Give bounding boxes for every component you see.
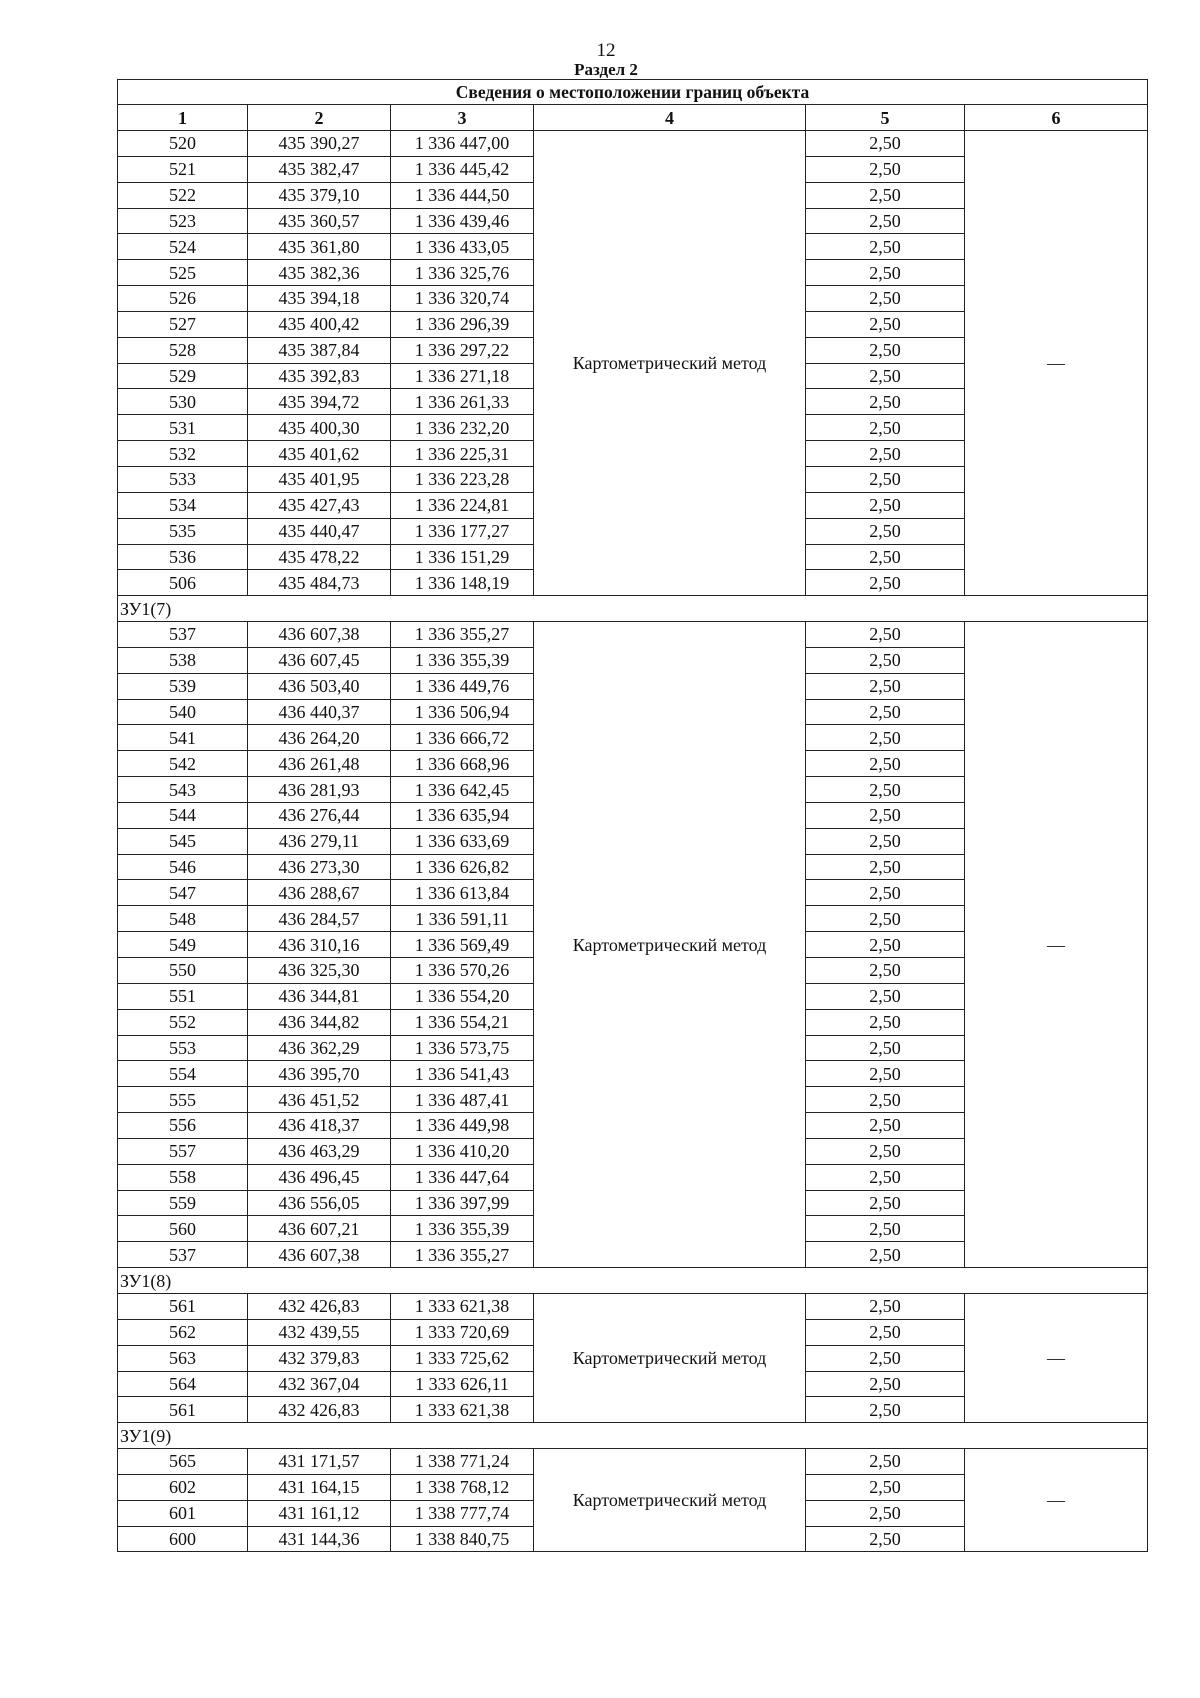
table-row bbox=[118, 131, 1148, 157]
x-coordinate-cell: 436 281,93 bbox=[248, 777, 391, 803]
x-coordinate-cell: 436 496,45 bbox=[248, 1164, 391, 1190]
accuracy-cell: 2,50 bbox=[806, 286, 965, 312]
x-coordinate-cell: 436 440,37 bbox=[248, 699, 391, 725]
accuracy-cell: 2,50 bbox=[806, 1216, 965, 1242]
y-coordinate-cell: 1 333 626,11 bbox=[391, 1371, 534, 1397]
point-number-cell: 522 bbox=[118, 182, 248, 208]
x-coordinate-cell: 435 440,47 bbox=[248, 518, 391, 544]
land-plot-label: ЗУ1(7) bbox=[118, 596, 1148, 622]
point-number-cell: 541 bbox=[118, 725, 248, 751]
y-coordinate-cell: 1 336 447,64 bbox=[391, 1164, 534, 1190]
accuracy-cell: 2,50 bbox=[806, 1164, 965, 1190]
accuracy-cell: 2,50 bbox=[806, 828, 965, 854]
accuracy-cell: 2,50 bbox=[806, 647, 965, 673]
point-number-cell: 554 bbox=[118, 1061, 248, 1087]
point-number-cell: 537 bbox=[118, 622, 248, 648]
x-coordinate-cell: 431 144,36 bbox=[248, 1526, 391, 1552]
point-number-cell: 555 bbox=[118, 1087, 248, 1113]
accuracy-cell: 2,50 bbox=[806, 751, 965, 777]
x-coordinate-cell: 432 367,04 bbox=[248, 1371, 391, 1397]
x-coordinate-cell: 436 276,44 bbox=[248, 802, 391, 828]
x-coordinate-cell: 435 484,73 bbox=[248, 570, 391, 596]
point-number-cell: 521 bbox=[118, 156, 248, 182]
y-coordinate-cell: 1 336 541,43 bbox=[391, 1061, 534, 1087]
column-header-1: 1 bbox=[118, 105, 248, 131]
point-number-cell: 563 bbox=[118, 1345, 248, 1371]
method-cell: Картометрический метод bbox=[534, 131, 806, 596]
accuracy-cell: 2,50 bbox=[806, 958, 965, 984]
x-coordinate-cell: 436 503,40 bbox=[248, 673, 391, 699]
accuracy-cell: 2,50 bbox=[806, 441, 965, 467]
group-label-row bbox=[118, 1268, 1148, 1294]
accuracy-cell: 2,50 bbox=[806, 260, 965, 286]
y-coordinate-cell: 1 336 177,27 bbox=[391, 518, 534, 544]
accuracy-cell: 2,50 bbox=[806, 337, 965, 363]
x-coordinate-cell: 435 401,62 bbox=[248, 441, 391, 467]
point-number-cell: 558 bbox=[118, 1164, 248, 1190]
y-coordinate-cell: 1 336 355,27 bbox=[391, 622, 534, 648]
column-header-6: 6 bbox=[965, 105, 1148, 131]
y-coordinate-cell: 1 336 225,31 bbox=[391, 441, 534, 467]
point-number-cell: 529 bbox=[118, 363, 248, 389]
y-coordinate-cell: 1 336 271,18 bbox=[391, 363, 534, 389]
x-coordinate-cell: 436 284,57 bbox=[248, 906, 391, 932]
point-number-cell: 527 bbox=[118, 311, 248, 337]
point-number-cell: 546 bbox=[118, 854, 248, 880]
accuracy-cell: 2,50 bbox=[806, 1474, 965, 1500]
point-number-cell: 531 bbox=[118, 415, 248, 441]
accuracy-cell: 2,50 bbox=[806, 1293, 965, 1319]
x-coordinate-cell: 436 325,30 bbox=[248, 958, 391, 984]
y-coordinate-cell: 1 333 720,69 bbox=[391, 1319, 534, 1345]
accuracy-cell: 2,50 bbox=[806, 622, 965, 648]
accuracy-cell: 2,50 bbox=[806, 1061, 965, 1087]
accuracy-cell: 2,50 bbox=[806, 1449, 965, 1475]
accuracy-cell: 2,50 bbox=[806, 854, 965, 880]
y-coordinate-cell: 1 336 626,82 bbox=[391, 854, 534, 880]
accuracy-cell: 2,50 bbox=[806, 363, 965, 389]
point-number-cell: 537 bbox=[118, 1242, 248, 1268]
table-title: Сведения о местоположении границ объекта bbox=[118, 80, 1148, 105]
point-number-cell: 559 bbox=[118, 1190, 248, 1216]
accuracy-cell: 2,50 bbox=[806, 1242, 965, 1268]
point-number-cell: 600 bbox=[118, 1526, 248, 1552]
y-coordinate-cell: 1 336 569,49 bbox=[391, 932, 534, 958]
x-coordinate-cell: 435 361,80 bbox=[248, 234, 391, 260]
point-number-cell: 551 bbox=[118, 983, 248, 1009]
x-coordinate-cell: 431 171,57 bbox=[248, 1449, 391, 1475]
y-coordinate-cell: 1 333 621,38 bbox=[391, 1397, 534, 1423]
accuracy-cell: 2,50 bbox=[806, 802, 965, 828]
accuracy-cell: 2,50 bbox=[806, 880, 965, 906]
table-body bbox=[118, 131, 1148, 1552]
y-coordinate-cell: 1 336 410,20 bbox=[391, 1138, 534, 1164]
y-coordinate-cell: 1 336 635,94 bbox=[391, 802, 534, 828]
y-coordinate-cell: 1 336 355,39 bbox=[391, 1216, 534, 1242]
point-number-cell: 549 bbox=[118, 932, 248, 958]
y-coordinate-cell: 1 336 320,74 bbox=[391, 286, 534, 312]
y-coordinate-cell: 1 336 487,41 bbox=[391, 1087, 534, 1113]
point-number-cell: 539 bbox=[118, 673, 248, 699]
point-number-cell: 556 bbox=[118, 1113, 248, 1139]
point-number-cell: 523 bbox=[118, 208, 248, 234]
column-number-row bbox=[118, 105, 1148, 131]
y-coordinate-cell: 1 336 325,76 bbox=[391, 260, 534, 286]
accuracy-cell: 2,50 bbox=[806, 1526, 965, 1552]
accuracy-cell: 2,50 bbox=[806, 1009, 965, 1035]
point-number-cell: 562 bbox=[118, 1319, 248, 1345]
y-coordinate-cell: 1 333 725,62 bbox=[391, 1345, 534, 1371]
accuracy-cell: 2,50 bbox=[806, 131, 965, 157]
method-cell: Картометрический метод bbox=[534, 622, 806, 1268]
point-number-cell: 553 bbox=[118, 1035, 248, 1061]
accuracy-cell: 2,50 bbox=[806, 777, 965, 803]
point-number-cell: 540 bbox=[118, 699, 248, 725]
point-number-cell: 547 bbox=[118, 880, 248, 906]
y-coordinate-cell: 1 336 449,98 bbox=[391, 1113, 534, 1139]
point-number-cell: 538 bbox=[118, 647, 248, 673]
x-coordinate-cell: 436 395,70 bbox=[248, 1061, 391, 1087]
x-coordinate-cell: 435 400,42 bbox=[248, 311, 391, 337]
point-number-cell: 530 bbox=[118, 389, 248, 415]
x-coordinate-cell: 435 400,30 bbox=[248, 415, 391, 441]
accuracy-cell: 2,50 bbox=[806, 1345, 965, 1371]
point-number-cell: 532 bbox=[118, 441, 248, 467]
x-coordinate-cell: 431 164,15 bbox=[248, 1474, 391, 1500]
point-number-cell: 528 bbox=[118, 337, 248, 363]
y-coordinate-cell: 1 336 554,21 bbox=[391, 1009, 534, 1035]
x-coordinate-cell: 436 344,81 bbox=[248, 983, 391, 1009]
accuracy-cell: 2,50 bbox=[806, 725, 965, 751]
accuracy-cell: 2,50 bbox=[806, 208, 965, 234]
y-coordinate-cell: 1 336 573,75 bbox=[391, 1035, 534, 1061]
point-number-cell: 601 bbox=[118, 1500, 248, 1526]
y-coordinate-cell: 1 336 633,69 bbox=[391, 828, 534, 854]
note-cell: — bbox=[965, 622, 1148, 1268]
accuracy-cell: 2,50 bbox=[806, 673, 965, 699]
table-row bbox=[118, 1293, 1148, 1319]
group-label-row bbox=[118, 596, 1148, 622]
accuracy-cell: 2,50 bbox=[806, 699, 965, 725]
accuracy-cell: 2,50 bbox=[806, 1087, 965, 1113]
x-coordinate-cell: 436 362,29 bbox=[248, 1035, 391, 1061]
point-number-cell: 557 bbox=[118, 1138, 248, 1164]
y-coordinate-cell: 1 336 397,99 bbox=[391, 1190, 534, 1216]
accuracy-cell: 2,50 bbox=[806, 570, 965, 596]
x-coordinate-cell: 435 392,83 bbox=[248, 363, 391, 389]
point-number-cell: 525 bbox=[118, 260, 248, 286]
section-title: Раздел 2 bbox=[574, 60, 638, 79]
y-coordinate-cell: 1 336 449,76 bbox=[391, 673, 534, 699]
point-number-cell: 602 bbox=[118, 1474, 248, 1500]
table-row bbox=[118, 1449, 1148, 1475]
x-coordinate-cell: 436 310,16 bbox=[248, 932, 391, 958]
point-number-cell: 533 bbox=[118, 466, 248, 492]
column-header-2: 2 bbox=[248, 105, 391, 131]
x-coordinate-cell: 436 607,21 bbox=[248, 1216, 391, 1242]
accuracy-cell: 2,50 bbox=[806, 234, 965, 260]
x-coordinate-cell: 436 264,20 bbox=[248, 725, 391, 751]
point-number-cell: 561 bbox=[118, 1397, 248, 1423]
x-coordinate-cell: 435 379,10 bbox=[248, 182, 391, 208]
y-coordinate-cell: 1 336 148,19 bbox=[391, 570, 534, 596]
x-coordinate-cell: 436 451,52 bbox=[248, 1087, 391, 1113]
point-number-cell: 520 bbox=[118, 131, 248, 157]
x-coordinate-cell: 431 161,12 bbox=[248, 1500, 391, 1526]
note-cell: — bbox=[965, 1293, 1148, 1422]
x-coordinate-cell: 435 387,84 bbox=[248, 337, 391, 363]
x-coordinate-cell: 436 279,11 bbox=[248, 828, 391, 854]
note-cell: — bbox=[965, 1449, 1148, 1552]
x-coordinate-cell: 432 439,55 bbox=[248, 1319, 391, 1345]
point-number-cell: 561 bbox=[118, 1293, 248, 1319]
accuracy-cell: 2,50 bbox=[806, 544, 965, 570]
point-number-cell: 560 bbox=[118, 1216, 248, 1242]
column-header-4: 4 bbox=[534, 105, 806, 131]
point-number-cell: 543 bbox=[118, 777, 248, 803]
x-coordinate-cell: 435 401,95 bbox=[248, 466, 391, 492]
accuracy-cell: 2,50 bbox=[806, 492, 965, 518]
accuracy-cell: 2,50 bbox=[806, 389, 965, 415]
y-coordinate-cell: 1 336 261,33 bbox=[391, 389, 534, 415]
y-coordinate-cell: 1 336 355,39 bbox=[391, 647, 534, 673]
x-coordinate-cell: 435 390,27 bbox=[248, 131, 391, 157]
accuracy-cell: 2,50 bbox=[806, 1190, 965, 1216]
accuracy-cell: 2,50 bbox=[806, 1371, 965, 1397]
y-coordinate-cell: 1 336 445,42 bbox=[391, 156, 534, 182]
accuracy-cell: 2,50 bbox=[806, 1138, 965, 1164]
land-plot-label: ЗУ1(9) bbox=[118, 1423, 1148, 1449]
x-coordinate-cell: 435 360,57 bbox=[248, 208, 391, 234]
point-number-cell: 506 bbox=[118, 570, 248, 596]
accuracy-cell: 2,50 bbox=[806, 466, 965, 492]
point-number-cell: 564 bbox=[118, 1371, 248, 1397]
y-coordinate-cell: 1 336 223,28 bbox=[391, 466, 534, 492]
y-coordinate-cell: 1 336 444,50 bbox=[391, 182, 534, 208]
point-number-cell: 542 bbox=[118, 751, 248, 777]
accuracy-cell: 2,50 bbox=[806, 1035, 965, 1061]
point-number-cell: 545 bbox=[118, 828, 248, 854]
note-cell: — bbox=[965, 131, 1148, 596]
x-coordinate-cell: 436 463,29 bbox=[248, 1138, 391, 1164]
accuracy-cell: 2,50 bbox=[806, 983, 965, 1009]
table-row bbox=[118, 622, 1148, 648]
y-coordinate-cell: 1 336 297,22 bbox=[391, 337, 534, 363]
x-coordinate-cell: 436 607,38 bbox=[248, 1242, 391, 1268]
x-coordinate-cell: 435 394,18 bbox=[248, 286, 391, 312]
y-coordinate-cell: 1 336 668,96 bbox=[391, 751, 534, 777]
point-number-cell: 544 bbox=[118, 802, 248, 828]
x-coordinate-cell: 432 379,83 bbox=[248, 1345, 391, 1371]
x-coordinate-cell: 436 556,05 bbox=[248, 1190, 391, 1216]
y-coordinate-cell: 1 336 666,72 bbox=[391, 725, 534, 751]
y-coordinate-cell: 1 336 296,39 bbox=[391, 311, 534, 337]
accuracy-cell: 2,50 bbox=[806, 518, 965, 544]
accuracy-cell: 2,50 bbox=[806, 182, 965, 208]
accuracy-cell: 2,50 bbox=[806, 156, 965, 182]
land-plot-label: ЗУ1(8) bbox=[118, 1268, 1148, 1294]
y-coordinate-cell: 1 336 554,20 bbox=[391, 983, 534, 1009]
point-number-cell: 548 bbox=[118, 906, 248, 932]
accuracy-cell: 2,50 bbox=[806, 1500, 965, 1526]
y-coordinate-cell: 1 336 439,46 bbox=[391, 208, 534, 234]
point-number-cell: 535 bbox=[118, 518, 248, 544]
x-coordinate-cell: 436 607,45 bbox=[248, 647, 391, 673]
page-number: 12 bbox=[596, 40, 616, 61]
table-title-row bbox=[118, 80, 1148, 105]
x-coordinate-cell: 436 288,67 bbox=[248, 880, 391, 906]
point-number-cell: 524 bbox=[118, 234, 248, 260]
point-number-cell: 552 bbox=[118, 1009, 248, 1035]
y-coordinate-cell: 1 336 613,84 bbox=[391, 880, 534, 906]
method-cell: Картометрический метод bbox=[534, 1293, 806, 1422]
y-coordinate-cell: 1 338 768,12 bbox=[391, 1474, 534, 1500]
y-coordinate-cell: 1 338 840,75 bbox=[391, 1526, 534, 1552]
x-coordinate-cell: 432 426,83 bbox=[248, 1293, 391, 1319]
group-label-row bbox=[118, 1423, 1148, 1449]
point-number-cell: 565 bbox=[118, 1449, 248, 1475]
column-header-3: 3 bbox=[391, 105, 534, 131]
y-coordinate-cell: 1 333 621,38 bbox=[391, 1293, 534, 1319]
y-coordinate-cell: 1 336 506,94 bbox=[391, 699, 534, 725]
x-coordinate-cell: 435 394,72 bbox=[248, 389, 391, 415]
accuracy-cell: 2,50 bbox=[806, 1113, 965, 1139]
y-coordinate-cell: 1 336 433,05 bbox=[391, 234, 534, 260]
x-coordinate-cell: 436 607,38 bbox=[248, 622, 391, 648]
y-coordinate-cell: 1 338 777,74 bbox=[391, 1500, 534, 1526]
y-coordinate-cell: 1 336 447,00 bbox=[391, 131, 534, 157]
x-coordinate-cell: 435 382,47 bbox=[248, 156, 391, 182]
x-coordinate-cell: 432 426,83 bbox=[248, 1397, 391, 1423]
y-coordinate-cell: 1 336 591,11 bbox=[391, 906, 534, 932]
column-header-5: 5 bbox=[806, 105, 965, 131]
accuracy-cell: 2,50 bbox=[806, 906, 965, 932]
x-coordinate-cell: 436 344,82 bbox=[248, 1009, 391, 1035]
point-number-cell: 550 bbox=[118, 958, 248, 984]
y-coordinate-cell: 1 336 355,27 bbox=[391, 1242, 534, 1268]
x-coordinate-cell: 435 478,22 bbox=[248, 544, 391, 570]
x-coordinate-cell: 436 418,37 bbox=[248, 1113, 391, 1139]
point-number-cell: 536 bbox=[118, 544, 248, 570]
accuracy-cell: 2,50 bbox=[806, 311, 965, 337]
accuracy-cell: 2,50 bbox=[806, 1397, 965, 1423]
accuracy-cell: 2,50 bbox=[806, 1319, 965, 1345]
x-coordinate-cell: 436 261,48 bbox=[248, 751, 391, 777]
x-coordinate-cell: 435 427,43 bbox=[248, 492, 391, 518]
accuracy-cell: 2,50 bbox=[806, 932, 965, 958]
point-number-cell: 534 bbox=[118, 492, 248, 518]
boundary-coordinates-table bbox=[117, 79, 1148, 1552]
accuracy-cell: 2,50 bbox=[806, 415, 965, 441]
x-coordinate-cell: 436 273,30 bbox=[248, 854, 391, 880]
y-coordinate-cell: 1 338 771,24 bbox=[391, 1449, 534, 1475]
y-coordinate-cell: 1 336 151,29 bbox=[391, 544, 534, 570]
y-coordinate-cell: 1 336 232,20 bbox=[391, 415, 534, 441]
point-number-cell: 526 bbox=[118, 286, 248, 312]
y-coordinate-cell: 1 336 224,81 bbox=[391, 492, 534, 518]
x-coordinate-cell: 435 382,36 bbox=[248, 260, 391, 286]
y-coordinate-cell: 1 336 642,45 bbox=[391, 777, 534, 803]
method-cell: Картометрический метод bbox=[534, 1449, 806, 1552]
y-coordinate-cell: 1 336 570,26 bbox=[391, 958, 534, 984]
